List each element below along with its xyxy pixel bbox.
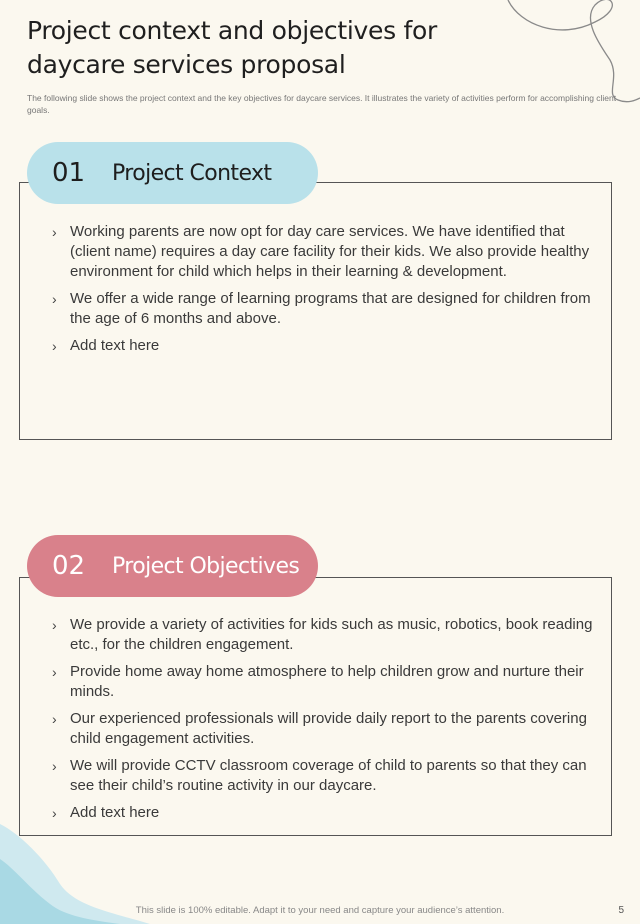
project-objectives-header — [27, 535, 318, 597]
chevron-right-icon: › — [52, 758, 57, 774]
chevron-right-icon: › — [52, 711, 57, 727]
section-heading: Project Objectives — [112, 553, 300, 579]
list-item-text: Provide home away home atmosphere to help children grow and nurture their minds. — [70, 663, 584, 700]
list-item — [52, 709, 602, 749]
chevron-right-icon: › — [52, 291, 57, 307]
chevron-right-icon: › — [52, 617, 57, 633]
list-item — [52, 803, 602, 823]
list-item — [52, 662, 602, 702]
list-item-text: We will provide CCTV classroom coverage of child to parents so that they can see their child’s routine activity in our daycare. — [70, 757, 587, 794]
list-item — [52, 336, 602, 356]
page-subtitle: The following slide shows the project context and the key objectives for daycare services. It illustrates the variety of activities perform for accomplishing client goals. — [27, 93, 617, 115]
footer-note: This slide is 100% editable. Adapt it to your need and capture your audience’s attention. — [135, 905, 505, 916]
section-number: 01 — [52, 158, 86, 188]
section-heading: Project Context — [112, 160, 272, 186]
list-item-text: We provide a variety of activities for kids such as music, robotics, book reading etc., for the children engagement. — [70, 616, 593, 653]
list-item-text: Our experienced professionals will provide daily report to the parents covering child engagement activities. — [70, 710, 587, 747]
project-context-list — [52, 222, 602, 363]
list-item — [52, 756, 602, 796]
section-number: 02 — [52, 551, 86, 581]
page-number: 5 — [618, 905, 624, 916]
list-item — [52, 289, 602, 329]
chevron-right-icon: › — [52, 338, 57, 354]
page-title: Project context and objectives for daycare services proposal — [27, 16, 437, 79]
list-item-text: Working parents are now opt for day care services. We have identified that (client name) requires a day care facility for their kids. We also provide healthy environment for child which helps in their learning & development. — [70, 223, 590, 280]
list-item — [52, 615, 602, 655]
list-item-text: We offer a wide range of learning programs that are designed for children from the age of 6 months and above. — [70, 290, 591, 327]
list-item-text: Add text here — [70, 337, 160, 354]
chevron-right-icon: › — [52, 805, 57, 821]
list-item — [52, 222, 602, 282]
chevron-right-icon: › — [52, 664, 57, 680]
project-objectives-list — [52, 615, 602, 830]
chevron-right-icon: › — [52, 224, 57, 240]
project-context-header — [27, 142, 318, 204]
list-item-text: Add text here — [70, 804, 160, 821]
